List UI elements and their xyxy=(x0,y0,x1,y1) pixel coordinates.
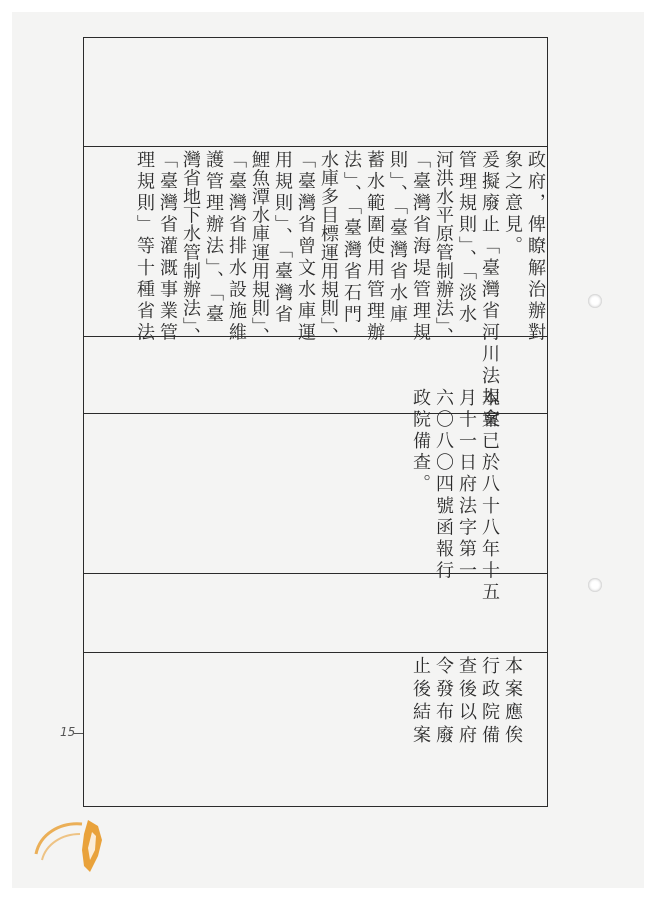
opinion-column-2: 象之意見。 xyxy=(502,150,523,258)
punch-hole-top xyxy=(588,294,602,308)
opinion-column-6: 「臺灣省海堤管理規 xyxy=(410,150,431,345)
processing-column-1: 本案已於八十八年十五 xyxy=(479,388,500,604)
opinion-column-3: 爰擬廢止「臺灣省河川法規會 xyxy=(479,150,500,431)
opinion-column-16: 灣省地下水管制辦法」、 xyxy=(180,150,201,346)
row-divider xyxy=(84,573,547,574)
opinion-column-13: 鯉魚潭水庫運用規則」、 xyxy=(249,150,270,346)
review-column-5: 止後結案 xyxy=(410,656,431,748)
review-column-2: 行政院備 xyxy=(479,656,500,748)
review-column-1: 本案應俟 xyxy=(502,656,523,748)
opinion-column-10: 水庫多目標運用規則」、 xyxy=(318,150,339,346)
processing-column-2: 月十一日府法字第一 xyxy=(456,388,477,583)
processing-column-4: 政院備查。 xyxy=(410,388,431,496)
opinion-column-12: 用規則」、「臺灣省 xyxy=(272,150,293,327)
taiwan-map-logo-icon xyxy=(26,810,118,882)
margin-tick xyxy=(74,733,83,734)
opinion-column-18: 理規則」等十種省法 xyxy=(134,150,155,345)
opinion-column-15: 護管理辦法」、「臺 xyxy=(203,150,224,327)
page-margin-number: 15 xyxy=(60,725,76,739)
punch-hole-bottom xyxy=(588,578,602,592)
processing-column-3: 六〇八〇四號函報行 xyxy=(433,388,454,583)
review-column-3: 查後以府 xyxy=(456,656,477,748)
opinion-column-11: 「臺灣省曾文水庫運 xyxy=(295,150,316,345)
row-divider xyxy=(84,413,547,414)
opinion-column-7: 則」、「臺灣省水庫 xyxy=(387,150,408,327)
opinion-column-1: 政府，俾瞭解治辦對 xyxy=(525,150,546,345)
opinion-column-17: 「臺灣省灌溉事業管 xyxy=(157,150,178,345)
opinion-column-5: 河洪水平原管制辦法」、 xyxy=(433,150,454,346)
opinion-column-14: 「臺灣省排水設施維 xyxy=(226,150,247,345)
row-divider xyxy=(84,652,547,653)
row-divider xyxy=(84,146,547,147)
opinion-column-9: 法」、「臺灣省石門 xyxy=(341,150,362,327)
opinion-column-4: 管理規則」、「淡水 xyxy=(456,150,477,327)
opinion-column-8: 蓄水範圍使用管理辦 xyxy=(364,150,385,345)
review-column-4: 令發布廢 xyxy=(433,656,454,748)
